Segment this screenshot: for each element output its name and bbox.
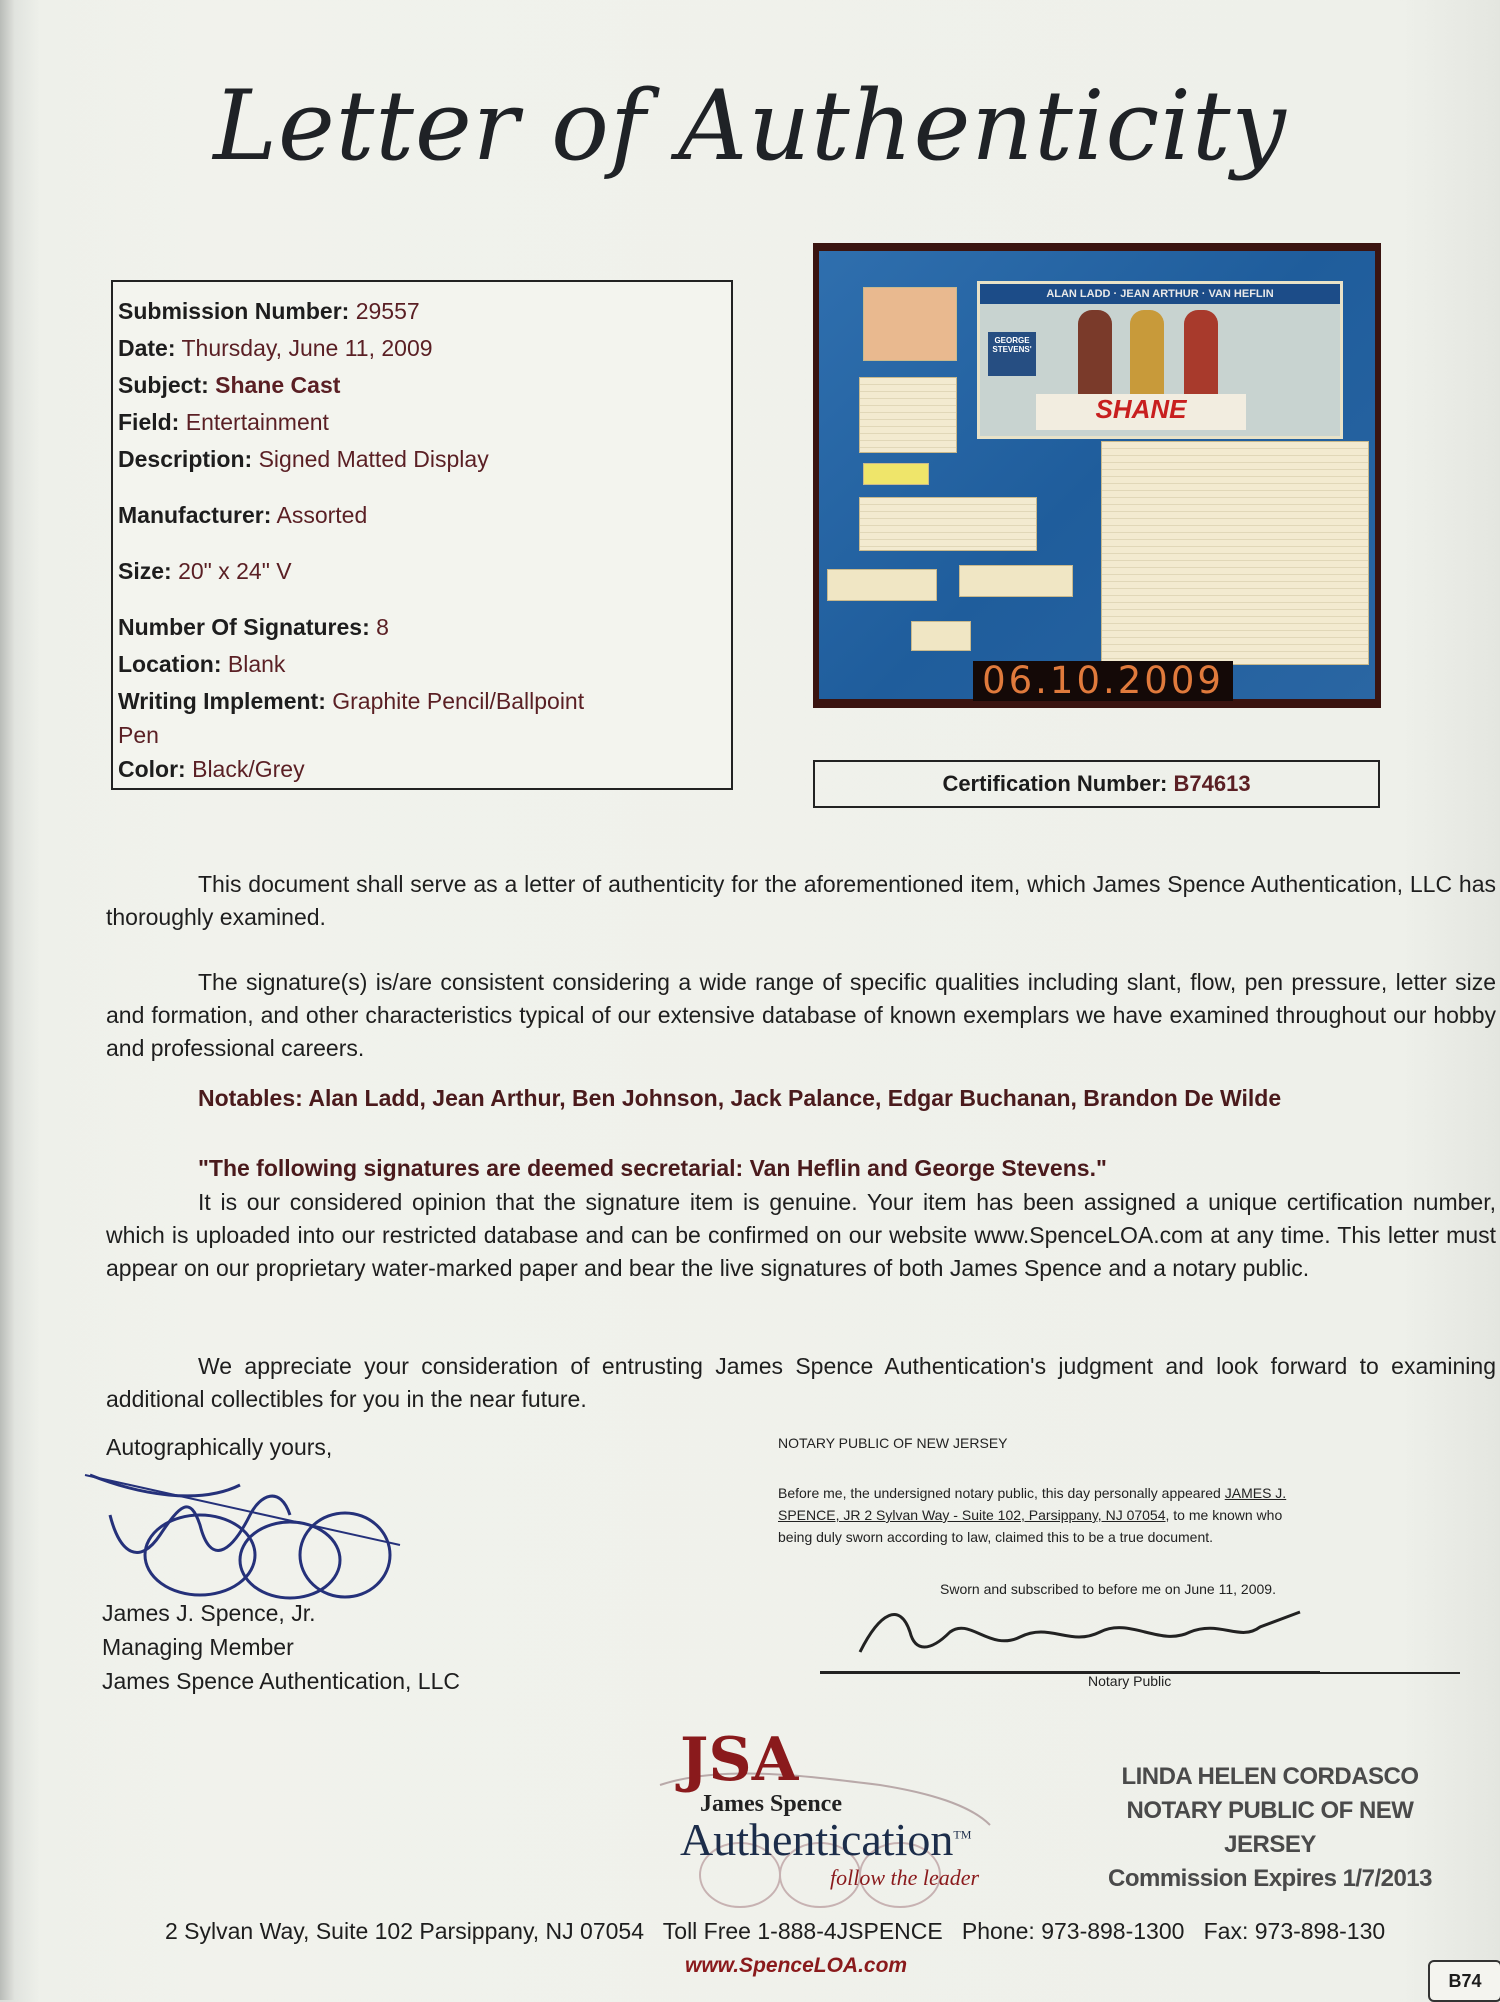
footer-fax: Fax: 973-898-130 [1203,1918,1386,1944]
signed-cut-3 [827,569,937,601]
manufacturer: Manufacturer: Assorted [118,502,368,528]
item-photo [813,243,1381,708]
sworn-statement: Sworn and subscribed to before me on June 11, 2009. [940,1581,1276,1597]
signed-check [859,497,1037,551]
paragraph-4: We appreciate your consideration of entrusting James Spence Authentication's judgment and look forward to examining additional collectibles for you in the near future. [106,1353,1496,1412]
location: Location: Blank [118,651,286,677]
notary-header: NOTARY PUBLIC OF NEW JERSEY [778,1435,1008,1451]
notary-signature [820,1592,1320,1682]
signed-cut-1 [863,287,957,361]
footer-address: 2 Sylvan Way, Suite 102 Parsippany, NJ 07054 [165,1918,645,1944]
logo-james-spence: James Spence [700,1791,842,1817]
paragraph-2: The signature(s) is/are consistent considering a wide range of specific qualities including slant, flow, pen pressure, letter size and formation, and other characteristics typical of our extensive database of known exemplars we have examined throughout our hobby and professional careers. [106,969,1496,1061]
writing-implement: Writing Implement: Graphite Pencil/Ballpoint [118,688,585,714]
subject: Subject: Shane Cast [118,372,341,398]
certification-number-box [813,760,1380,808]
signed-document-1 [859,377,957,453]
stamp-title: NOTARY PUBLIC OF NEW JERSEY [1126,1797,1414,1858]
color: Color: Black/Grey [118,756,305,782]
signed-contract [1101,441,1369,665]
signer-company: James Spence Authentication, LLC [102,1668,461,1694]
photo-date-stamp: 06.10.2009 [973,661,1233,701]
notables: Notables: Alan Ladd, Jean Arthur, Ben Johnson, Jack Palance, Edgar Buchanan, Brandon De Wilde [198,1085,1282,1111]
stamp-name: LINDA HELEN CORDASCO [1121,1763,1419,1790]
number-of-signatures: Number Of Signatures: 8 [118,614,389,640]
submission-number: Submission Number: 29557 [118,298,420,324]
signed-cut-2 [863,463,929,485]
signed-cut-5 [911,621,971,651]
logo-authentication: Authentication™ [680,1814,972,1865]
footer-tollfree: Toll Free 1-888-4JSPENCE [662,1918,943,1944]
signed-cut-4 [959,565,1073,597]
page-title: Letter of Authenticity [213,70,1287,182]
closing: Autographically yours, [106,1434,333,1460]
jsa-logo [640,1725,1010,1905]
item-details-box [111,280,733,790]
certification-label: Certification Number: [942,771,1168,796]
certification-value: B74613 [1173,771,1251,796]
writing-implement-cont: Pen [118,722,159,748]
shane-poster [977,281,1343,439]
footer-contact [165,1918,1385,1945]
notary-stamp [1090,1760,1450,1896]
stamp-expiry: Commission Expires 1/7/2013 [1108,1865,1432,1892]
hologram-sticker: B74 [1428,1960,1500,2002]
poster-title: SHANE [1036,394,1246,430]
notary-statement: Before me, the undersigned notary public, this day personally appeared JAMES J. SPENCE, JR 2 Sylvan Way - Suite 102, Parsippany, NJ 07054, to me known who being duly sworn according to law, claimed this to be a true document. [778,1485,1287,1545]
paper-edge [0,0,14,2000]
logo-jsa: JSA [680,1725,799,1795]
date: Date: Thursday, June 11, 2009 [118,335,433,361]
poster-director: GEORGE STEVENS' [988,332,1036,376]
description: Description: Signed Matted Display [118,446,489,472]
poster-figure-1 [1078,310,1112,402]
poster-figure-2 [1130,310,1164,402]
paragraph-1: This document shall serve as a letter of authenticity for the aforementioned item, which James Spence Authentication, LLC has thoroughly examined. [106,871,1496,930]
poster-credits: ALAN LADD · JEAN ARTHUR · VAN HEFLIN [980,284,1340,304]
footer-url: www.SpenceLOA.com [685,1954,908,1977]
paragraph-3: It is our considered opinion that the signature item is genuine. Your item has been assigned a unique certification number, which is uploaded into our restricted database and can be confirmed on our website www.SpenceLOA.com at any time. This letter must appear on our proprietary water-marked paper and bear the live signatures of both James Spence and a notary public. [106,1189,1496,1281]
logo-tagline: follow the leader [830,1865,980,1890]
spence-signature [80,1455,410,1615]
secretarial-note: "The following signatures are deemed secretarial: Van Heflin and George Stevens." [198,1155,1107,1181]
signer-name: James J. Spence, Jr. [102,1600,316,1626]
footer-phone: Phone: 973-898-1300 [961,1918,1185,1944]
notary-signature-label: Notary Public [1088,1673,1172,1689]
size: Size: 20" x 24" V [118,558,292,584]
field: Field: Entertainment [118,409,329,435]
signer-role: Managing Member [102,1634,294,1660]
poster-figure-3 [1184,310,1218,402]
